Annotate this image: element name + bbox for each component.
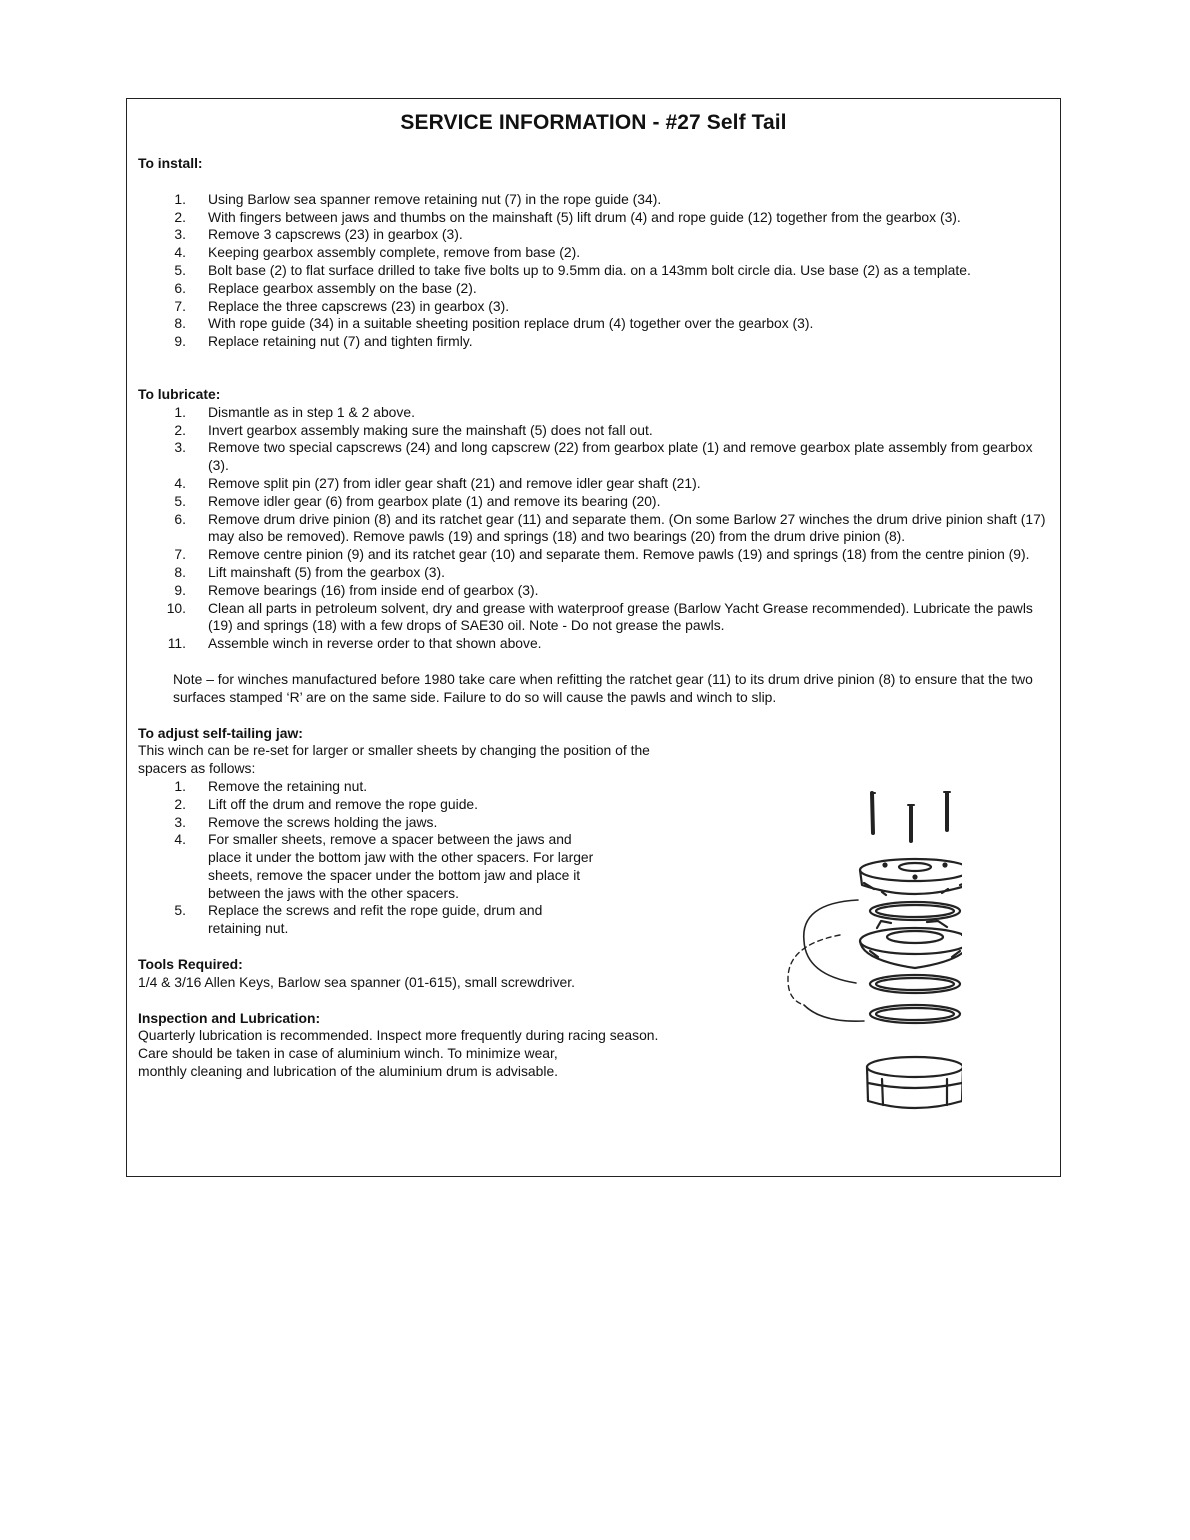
retaining-nut-icon xyxy=(867,1057,962,1108)
screw-icon xyxy=(871,793,875,833)
list-item: 3. Remove 3 capscrews (23) in gearbox (3). xyxy=(174,226,463,243)
list-item: 1. Dismantle as in step 1 & 2 above. xyxy=(174,403,415,420)
exploded-diagram xyxy=(782,785,962,1120)
list-item: 6. Remove drum drive pinion (8) and its ratchet gear (11) and separate them. (On some Barlow 27 winches the drum drive pinion shaft (17) may also be removed). Remove pawls (19) and springs (18) and two bearings (20) from the drum drive pinion (8). xyxy=(174,510,1046,545)
list-item: 5. Remove idler gear (6) from gearbox plate (1) and remove its bearing (20). xyxy=(174,492,661,509)
inspection-line: Care should be taken in case of aluminium winch. To minimize wear, xyxy=(138,1045,558,1062)
spacer-ring-icon xyxy=(870,1005,960,1023)
install-steps xyxy=(138,191,1050,351)
list-item: 8. With rope guide (34) in a suitable sheeting position replace drum (4) together over the gearbox (3). xyxy=(174,315,814,332)
spacer-ring-icon xyxy=(870,902,960,920)
list-item: 1. Remove the retaining nut. xyxy=(174,777,368,794)
lubricate-note: Note – for winches manufactured before 1980 take care when refitting the ratchet gear (11) to its drum drive pinion (8) to ensure that the two surfaces stamped ‘R’ are on the same side. Failure to do so will cause the pawls and winch to slip. xyxy=(173,670,1033,705)
list-item: 3. Remove the screws holding the jaws. xyxy=(174,813,438,830)
lubricate-steps xyxy=(138,404,1050,653)
install-heading: To install: xyxy=(138,155,203,171)
inspection-line: monthly cleaning and lubrication of the aluminium drum is advisable. xyxy=(138,1063,559,1080)
tools-text: 1/4 & 3/16 Allen Keys, Barlow sea spanner (01-615), small screwdriver. xyxy=(138,973,575,990)
list-item: 11. Assemble winch in reverse order to that shown above. xyxy=(167,635,542,652)
list-item: 4. For smaller sheets, remove a spacer between the jaws and place it under the bottom jaw with the other spacers. For larger sheets, remove the spacer under the bottom jaw and place it between the jaws with the other spacers. xyxy=(174,831,594,901)
service-info-frame xyxy=(126,98,1061,1177)
list-item: 1. Using Barlow sea spanner remove retaining nut (7) in the rope guide (34). xyxy=(174,190,662,207)
list-item: 7. Replace the three capscrews (23) in gearbox (3). xyxy=(174,297,510,314)
inspection-heading: Inspection and Lubrication: xyxy=(138,1009,321,1026)
screw-icon xyxy=(908,805,914,841)
adjust-intro: This winch can be re-set for larger or smaller sheets by changing the position of the spacers as follows: xyxy=(138,742,650,777)
adjust-heading: To adjust self-tailing jaw: xyxy=(138,724,303,741)
list-item: 6. Replace gearbox assembly on the base (2). xyxy=(174,279,477,296)
move-arrow-icon xyxy=(804,900,858,983)
lubricate-heading: To lubricate: xyxy=(138,385,221,402)
list-item: 4. Remove split pin (27) from idler gear shaft (21) and remove idler gear shaft (21). xyxy=(174,474,701,491)
spacer-ring-icon xyxy=(870,975,960,993)
adjust-steps xyxy=(138,778,608,938)
list-item: 9. Replace retaining nut (7) and tighten firmly. xyxy=(174,333,473,350)
screw-icon xyxy=(944,792,950,830)
list-item: 2. Invert gearbox assembly making sure the mainshaft (5) does not fall out. xyxy=(174,421,653,438)
bottom-jaw-icon xyxy=(860,921,962,968)
tools-heading: Tools Required: xyxy=(138,956,243,973)
exploded-winch-illustration xyxy=(782,785,962,1120)
move-arrow-icon xyxy=(788,935,840,1005)
list-item: 8. Lift mainshaft (5) from the gearbox (3). xyxy=(174,563,446,580)
top-jaw-icon xyxy=(860,859,962,895)
list-item: 10. Clean all parts in petroleum solvent, dry and grease with waterproof grease (Barlow Yacht Grease recommended). Lubricate the pawls (19) and springs (18) with a few drops of SAE30 oil. Note - Do not grease the pawls. xyxy=(166,599,1033,634)
list-item: 9. Remove bearings (16) from inside end of gearbox (3). xyxy=(174,581,539,598)
list-item: 5. Replace the screws and refit the rope guide, drum and retaining nut. xyxy=(174,902,543,937)
list-item: 7. Remove centre pinion (9) and its ratchet gear (10) and separate them. Remove pawls (19) and springs (18) from the centre pinion (9). xyxy=(174,546,1030,563)
page-title: SERVICE INFORMATION - #27 Self Tail xyxy=(400,111,787,134)
list-item: 3. Remove two special capscrews (24) and long capscrew (22) from gearbox plate (1) and remove gearbox plate assembly from gearbox (3). xyxy=(174,439,1033,474)
list-item: 2. With fingers between jaws and thumbs on the mainshaft (5) lift drum (4) and rope guide (12) together from the gearbox (3). xyxy=(174,208,961,225)
move-arrow-icon xyxy=(804,1005,864,1021)
list-item: 5. Bolt base (2) to flat surface drilled to take five bolts up to 9.5mm dia. on a 143mm bolt circle dia. Use base (2) as a template. xyxy=(174,261,971,278)
list-item: 2. Lift off the drum and remove the rope guide. xyxy=(174,795,479,812)
inspection-line: Quarterly lubrication is recommended. Inspect more frequently during racing season. xyxy=(138,1027,659,1044)
list-item: 4. Keeping gearbox assembly complete, remove from base (2). xyxy=(174,244,581,261)
